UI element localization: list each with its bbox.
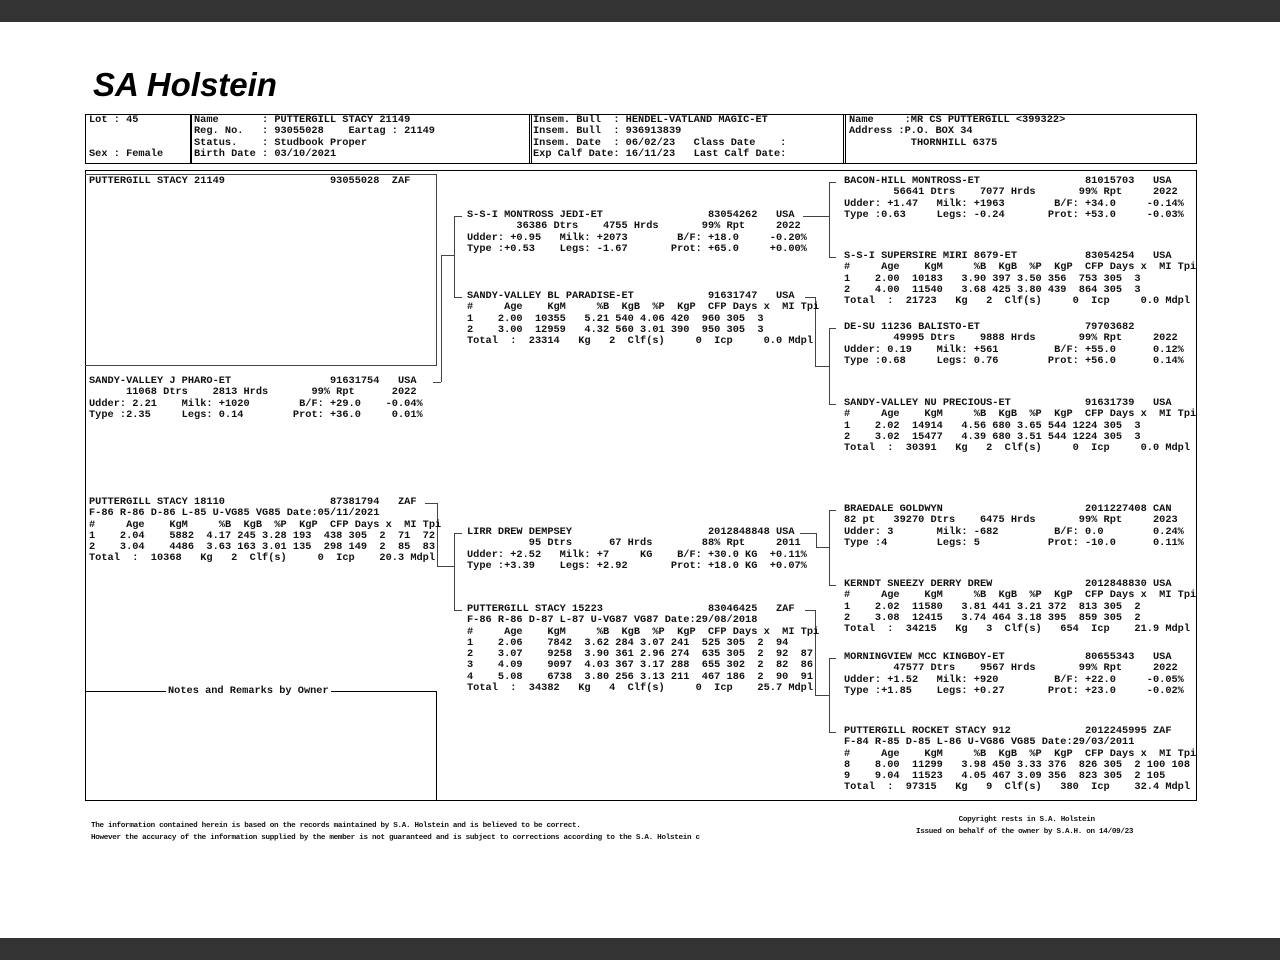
sire-dam-dam-block xyxy=(844,398,1196,454)
dam-dam-sire-block xyxy=(844,652,1184,697)
text-line: 2 3.02 15477 4.39 680 3.51 544 1224 305 3 xyxy=(844,430,1141,443)
text-line: Udder: 3 Milk: -682 B/F: 0.0 0.24% xyxy=(844,525,1184,538)
text-line: Total : 30391 Kg 2 Clf(s) 0 Icp 0.0 Mdpl xyxy=(844,442,1191,455)
text-line: Insem. Bull : 936913839 xyxy=(533,125,682,138)
text-line: BACON-HILL MONTROSS-ET 81015703 USA xyxy=(844,175,1172,187)
dam-sire-block xyxy=(467,527,807,572)
text-line: Type :0.68 Legs: 0.76 Prot: +56.0 0.14% xyxy=(844,354,1184,367)
text-line: LIRR DREW DEMPSEY 2012848848 USA xyxy=(467,526,795,538)
text-line: Type :+0.53 Legs: -1.67 Prot: +65.0 +0.00% xyxy=(467,242,807,255)
text-line: 95 Dtrs 67 Hrds 88% Rpt 2011 xyxy=(467,537,801,550)
text-line: 11068 Dtrs 2813 Hrds 99% Rpt 2022 xyxy=(89,386,417,399)
text-line: THORNHILL 6375 xyxy=(849,136,998,149)
insemination-info xyxy=(533,115,786,160)
text-line: 2 3.04 4486 3.63 163 3.01 135 298 149 2 85 83 xyxy=(89,541,436,554)
text-line: Total : 21723 Kg 2 Clf(s) 0 Icp 0.0 Mdpl xyxy=(844,295,1191,308)
dam-block xyxy=(89,497,441,565)
text-line: 1 2.00 10355 5.21 540 4.06 420 960 305 3 xyxy=(467,312,764,325)
text-line: 49995 Dtrs 9888 Hrds 99% Rpt 2022 xyxy=(844,332,1178,345)
notes-box[interactable] xyxy=(85,691,437,801)
text-line: 1 2.02 14914 4.56 680 3.65 544 1224 305 3 xyxy=(844,419,1141,432)
dam-dam-block xyxy=(467,604,819,694)
dam-dam-dam-block xyxy=(844,726,1196,794)
text-line: Issued on behalf of the owner by S.A.H. on 14/09/23 xyxy=(916,828,1134,836)
text-line: Total : 23314 Kg 2 Clf(s) 0 Icp 0.0 Mdpl xyxy=(467,335,814,348)
dam-sire-dam-block xyxy=(844,579,1196,635)
text-line: Insem. Bull : HENDEL-VATLAND MAGIC-ET xyxy=(533,114,768,126)
text-line: # Age KgM %B KgB %P KgP CFP Days x MI Tpi xyxy=(467,625,820,638)
top-bar xyxy=(0,0,1280,22)
text-line: # Age KgM %B KgB %P KgP CFP Days x MI Tpi xyxy=(844,261,1197,274)
text-line: SANDY-VALLEY BL PARADISE-ET 91631747 USA xyxy=(467,290,795,302)
text-line: However the accuracy of the information supplied by the member is not guaranteed and is subject to corrections according to the S.A. Holstein c xyxy=(91,834,700,842)
text-line: 1 2.00 10183 3.90 397 3.50 356 753 305 3 xyxy=(844,272,1141,285)
text-line: # Age KgM %B KgB %P KgP CFP Days x MI Tpi xyxy=(844,408,1197,421)
text-line: Exp Calf Date: 16/11/23 Last Calf Date: xyxy=(533,147,787,160)
divider xyxy=(843,114,846,164)
text-line: PUTTERGILL STACY 18110 87381794 ZAF xyxy=(89,496,417,508)
text-line: Total : 10368 Kg 2 Clf(s) 0 Icp 20.3 Mdpl xyxy=(89,552,436,565)
text-line: 8 8.00 11299 3.98 450 3.33 376 826 305 2 100 108 xyxy=(844,758,1191,771)
text-line: # Age KgM %B KgB %P KgP CFP Days x MI Tpi xyxy=(89,518,442,531)
text-line: Status. : Studbook Proper xyxy=(194,136,368,149)
text-line: 2 4.00 11540 3.68 425 3.80 439 864 305 3 xyxy=(844,283,1141,296)
text-line: Udder: 2.21 Milk: +1020 B/F: +29.0 -0.04% xyxy=(89,397,423,410)
sire-dam-block xyxy=(467,291,819,347)
lot-info xyxy=(89,115,163,160)
text-line: Type :0.63 Legs: -0.24 Prot: +53.0 -0.03% xyxy=(844,208,1184,221)
text-line: Type :4 Legs: 5 Prot: -10.0 0.11% xyxy=(844,536,1184,549)
text-line: 2 3.07 9258 3.90 361 2.96 274 635 305 2 92 87 xyxy=(467,648,814,661)
text-line: Udder: +2.52 Milk: +7 KG B/F: +30.0 KG +0.11% xyxy=(467,548,807,561)
sire-sire-block xyxy=(467,210,807,255)
text-line: The information contained herein is based on the records maintained by S.A. Holstein and is believed to be correct. xyxy=(91,822,581,830)
text-line: 56641 Dtrs 7077 Hrds 99% Rpt 2022 xyxy=(844,186,1178,199)
text-line: PUTTERGILL ROCKET STACY 912 2012245995 ZAF xyxy=(844,725,1172,737)
text-line: MORNINGVIEW MCC KINGBOY-ET 80655343 USA xyxy=(844,651,1172,663)
sire-sire-dam-block xyxy=(844,251,1196,307)
text-line: Type :+3.39 Legs: +2.92 Prot: +18.0 KG +0.07% xyxy=(467,559,807,572)
text-line: Total : 34215 Kg 3 Clf(s) 654 Icp 21.9 Mdpl xyxy=(844,623,1191,636)
text-line: F-86 R-86 D-87 L-87 U-VG87 VG87 Date:29/08/2018 xyxy=(467,614,758,627)
text-line: 36386 Dtrs 4755 Hrds 99% Rpt 2022 xyxy=(467,220,801,233)
text-line: Lot : 45 xyxy=(89,114,139,126)
copyright-notice xyxy=(916,814,1133,838)
text-line: PUTTERGILL STACY 21149 93055028 ZAF xyxy=(89,175,411,187)
text-line: 4 5.08 6738 3.80 256 3.13 211 467 186 2 90 91 xyxy=(467,670,814,683)
text-line: KERNDT SNEEZY DERRY DREW 2012848830 USA xyxy=(844,578,1172,590)
text-line: Reg. No. : 93055028 Eartag : 21149 xyxy=(194,125,435,138)
text-line: SANDY-VALLEY J PHARO-ET 91631754 USA xyxy=(89,375,417,387)
text-line: 2 3.00 12959 4.32 560 3.01 390 950 305 3 xyxy=(467,323,764,336)
text-line: Copyright rests in S.A. Holstein xyxy=(916,816,1095,824)
divider xyxy=(190,114,192,164)
page-title: SA Holstein xyxy=(93,66,277,103)
text-line: PUTTERGILL STACY 15223 83046425 ZAF xyxy=(467,603,795,615)
text-line: Udder: +1.52 Milk: +920 B/F: +22.0 -0.05% xyxy=(844,673,1184,686)
text-line: 3 4.09 9097 4.03 367 3.17 288 655 302 2 82 86 xyxy=(467,659,814,672)
divider xyxy=(529,114,532,164)
text-line: SANDY-VALLEY NU PRECIOUS-ET 91631739 USA xyxy=(844,397,1172,409)
text-line: 1 2.06 7842 3.62 284 3.07 241 525 305 2 94 xyxy=(467,636,789,649)
bottom-bar xyxy=(0,938,1280,960)
text-line: F-86 R-86 D-86 L-85 U-VG85 VG85 Date:05/11/2021 xyxy=(89,507,380,520)
text-line: 9 9.04 11523 4.05 467 3.09 356 823 305 2 105 xyxy=(844,770,1166,783)
text-line: 1 2.04 5882 4.17 245 3.28 193 438 305 2 71 72 xyxy=(89,529,436,542)
notes-label: Notes and Remarks by Owner xyxy=(168,685,329,697)
text-line: F-84 R-85 D-85 L-86 U-VG86 VG85 Date:29/03/2011 xyxy=(844,736,1135,749)
text-line: Name :MR CS PUTTERGILL <399322> xyxy=(849,114,1066,126)
text-line: # Age KgM %B KgB %P KgP CFP Days x MI Tpi xyxy=(467,301,820,314)
subject-animal xyxy=(89,176,410,187)
subject-box xyxy=(85,174,437,366)
text-line: Address :P.O. BOX 34 xyxy=(849,125,973,138)
sire-sire-sire-block xyxy=(844,176,1184,221)
text-line: 1 2.02 11580 3.81 441 3.21 372 813 305 2 xyxy=(844,600,1141,613)
text-line: Type :+1.85 Legs: +0.27 Prot: +23.0 -0.02% xyxy=(844,684,1184,697)
text-line: Sex : Female xyxy=(89,147,164,160)
text-line xyxy=(89,126,163,137)
text-line: Name : PUTTERGILL STACY 21149 xyxy=(194,114,411,126)
text-line: Udder: +1.47 Milk: +1963 B/F: +34.0 -0.14% xyxy=(844,197,1184,210)
text-line: Type :2.35 Legs: 0.14 Prot: +36.0 0.01% xyxy=(89,408,423,421)
sire-block xyxy=(89,376,423,421)
animal-info xyxy=(194,115,435,160)
text-line: Birth Date : 03/10/2021 xyxy=(194,147,337,160)
text-line: Insem. Date : 06/02/23 Class Date : xyxy=(533,136,787,149)
text-line: Total : 34382 Kg 4 Clf(s) 0 Icp 25.7 Mdpl xyxy=(467,682,814,695)
text-line: 2 3.08 12415 3.74 464 3.18 395 859 305 2 xyxy=(844,611,1141,624)
dam-sire-sire-block xyxy=(844,504,1184,549)
text-line: DE-SU 11236 BALISTO-ET 79703682 xyxy=(844,321,1135,333)
disclaimer xyxy=(91,820,818,844)
text-line: S-S-I MONTROSS JEDI-ET 83054262 USA xyxy=(467,209,795,221)
text-line: BRAEDALE GOLDWYN 2011227408 CAN xyxy=(844,503,1172,515)
owner-info xyxy=(849,115,1065,149)
text-line: # Age KgM %B KgB %P KgP CFP Days x MI Tpi xyxy=(844,589,1197,602)
text-line: 47577 Dtrs 9567 Hrds 99% Rpt 2022 xyxy=(844,662,1178,675)
text-line: Udder: 0.19 Milk: +561 B/F: +55.0 0.12% xyxy=(844,343,1184,356)
sire-dam-sire-block xyxy=(844,322,1184,367)
text-line: 82 pt 39270 Dtrs 6475 Hrds 99% Rpt 2023 xyxy=(844,514,1178,527)
text-line: # Age KgM %B KgB %P KgP CFP Days x MI Tpi xyxy=(844,747,1197,760)
text-line: S-S-I SUPERSIRE MIRI 8679-ET 83054254 USA xyxy=(844,250,1172,262)
text-line: Udder: +0.95 Milk: +2073 B/F: +18.0 -0.20% xyxy=(467,231,807,244)
text-line: Total : 97315 Kg 9 Clf(s) 380 Icp 32.4 Mdpl xyxy=(844,781,1191,794)
